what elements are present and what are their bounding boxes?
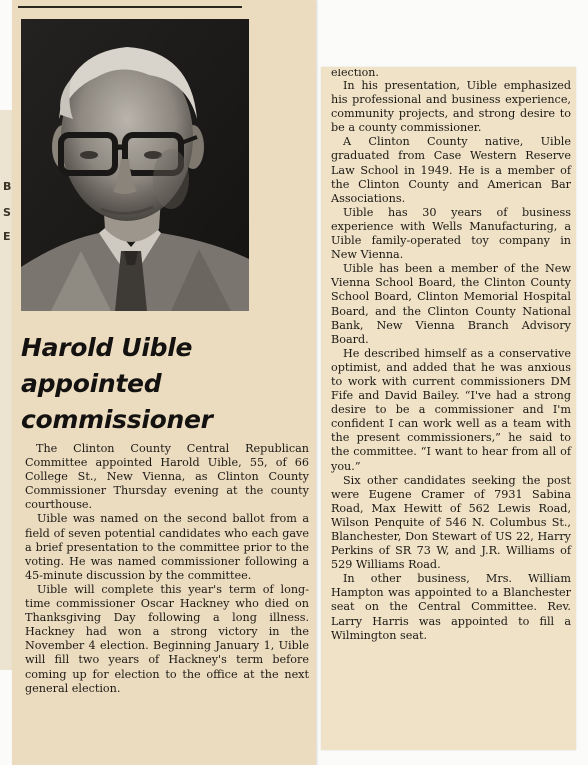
body-paragraph: Six other candidates seeking the post were Eugene Cramer of 7931 Sabina Road, Max Hewitt of 562 Lewis Road, Wilson Penquite of 546 N. Columbus St., Blanchester, Don Stewart of US 22, Harry Perkins of SR 73 W, and J.R. Williams of 529 Williams Road. bbox=[331, 473, 571, 572]
headline-line: appointed bbox=[21, 369, 162, 398]
article-clipping-left bbox=[12, 0, 316, 765]
top-rule bbox=[18, 6, 242, 8]
portrait-photo bbox=[21, 19, 249, 311]
portrait-image bbox=[21, 19, 249, 311]
margin-letter: B bbox=[3, 180, 12, 193]
body-paragraph: Uible was named on the second ballot from a field of seven potential candidates who each gave a brief presentation to the committee prior to the voting. He was named commissioner following a 45-minute discussion by the committee. bbox=[25, 512, 309, 582]
body-paragraph: He described himself as a conservative optimist, and added that he was anxious to work with current commissioners DM Fife and David Bailey. “I've had a strong desire to be a commissioner and I'm confident I can work well as a team with the present commissioners,” he said to the committee. “I want to hear from all of you.” bbox=[331, 346, 571, 473]
body-paragraph: In other business, Mrs. William Hampton was appointed to a Blanchester seat on the Central Committee. Rev. Larry Harris was appointed to fill a Wilmington seat. bbox=[331, 572, 571, 642]
body-paragraph: Uible has been a member of the New Vienna School Board, the Clinton County School Board, Clinton Memorial Hospital Board, and the Clinton County National Bank, New Vienna Branch Advisory Board. bbox=[331, 262, 571, 346]
body-paragraph: Uible will complete this year's term of long-time commissioner Oscar Hackney who died on Thanksgiving Day following a long illness. Hackney had won a strong victory in the November 4 election. Beginning January 1, Uible will fill two years of Hackney's term before coming up for election to the office at the next general election. bbox=[25, 582, 309, 695]
article-body-right bbox=[331, 71, 571, 643]
headline-line: Harold Uible bbox=[21, 333, 193, 362]
body-paragraph: The Clinton County Central Republican Committee appointed Harold Uible, 55, of 66 College St., New Vienna, as Clinton County Commissioner Thursday evening at the county courthouse. bbox=[25, 442, 309, 512]
margin-letter: S bbox=[3, 206, 11, 219]
article-clipping-right bbox=[321, 67, 576, 750]
body-paragraph: A Clinton County native, Uible graduated from Case Western Reserve Law School in 1949. He is a member of the Clinton County and American Bar Associations. bbox=[331, 135, 571, 205]
headline-line: commissioner bbox=[21, 405, 213, 434]
body-paragraph: Uible has 30 years of business experience with Wells Manufacturing, a Uible family-operated toy company in New Vienna. bbox=[331, 205, 571, 262]
body-paragraph: In his presentation, Uible emphasized his professional and business experience, community projects, and strong desire to be a county commissioner. bbox=[331, 79, 571, 135]
article-headline bbox=[21, 330, 311, 438]
margin-letter: E bbox=[3, 230, 11, 243]
article-body-left bbox=[25, 442, 309, 696]
cut-off-fragment: election. bbox=[331, 69, 379, 77]
